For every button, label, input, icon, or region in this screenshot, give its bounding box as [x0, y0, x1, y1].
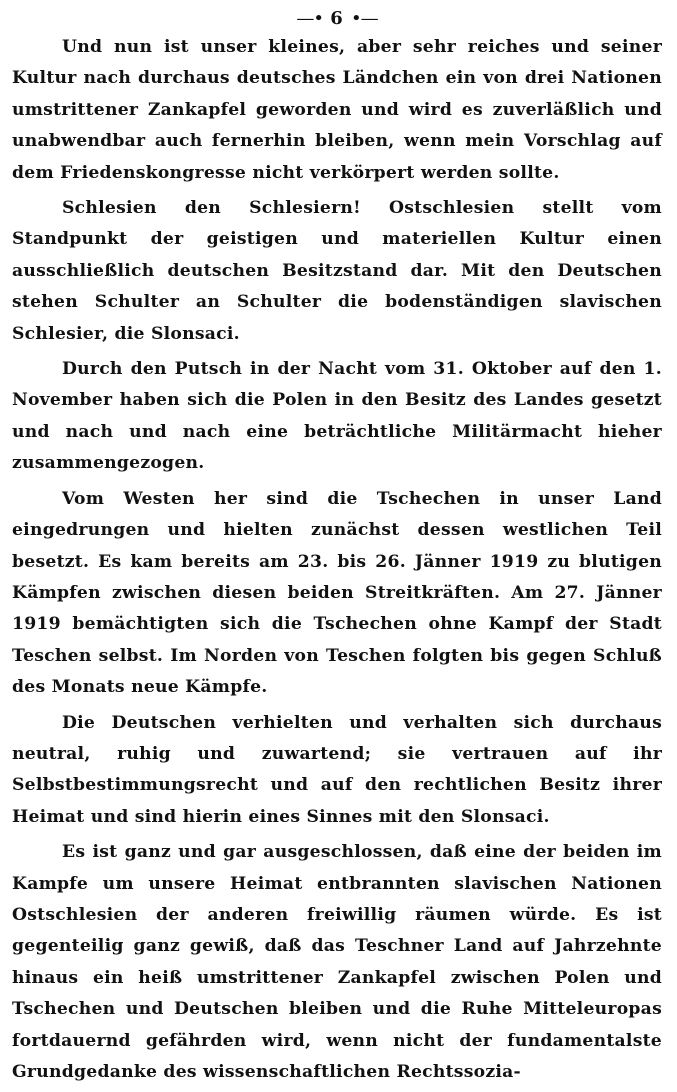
ornament-left: —•: [296, 8, 323, 29]
paragraph-6: Es ist ganz und gar ausgeschlossen, daß eine der beiden im Kampfe um unsere Heimat entbrannten slavischen Nationen Ostschlesien der anderen freiwillig räumen würde. Es ist gegenteilig ganz gewiß, daß das Teschner Land auf Jahrzehnte hinaus ein heiß umstrittener Zankapfel zwischen Polen und Tschechen und Deutschen bleiben und die Ruhe Mitteleuropas fortdauernd gefährden wird, wenn nicht der fundamentalste Grundgedanke des wissenschaftlichen Rechtssozia-: [12, 842, 662, 1082]
paragraph-2: Schlesien den Schlesiern! Ostschlesien stellt vom Standpunkt der geistigen und materiellen Kultur einen ausschließlich deutschen Besitzstand dar. Mit den Deutschen stehen Schulter an Schulter die bodenständigen slavischen Schlesier, die Slonsaci.: [12, 198, 662, 344]
page-header: [12, 6, 662, 32]
paragraph-5: Die Deutschen verhielten und verhalten sich durchaus neutral, ruhig und zuwartend; sie vertrauen auf ihr Selbstbestimmungsrecht und auf den rechtlichen Besitz ihrer Heimat und sind hierin eines Sinnes mit den Slonsaci.: [12, 712, 662, 827]
paragraph-3: Durch den Putsch in der Nacht vom 31. Oktober auf den 1. November haben sich die Polen in den Besitz des Landes gesetzt und nach und nach eine beträchtliche Militärmacht hieher zusammengezogen.: [12, 359, 662, 474]
paragraph-4: Vom Westen her sind die Tschechen in unser Land eingedrungen und hielten zunächst dessen westlichen Teil besetzt. Es kam bereits am 23. bis 26. Jänner 1919 zu blutigen Kämpfen zwischen diesen beiden Streitkräften. Am 27. Jänner 1919 bemächtigten sich die Tschechen ohne Kampf der Stadt Teschen selbst. Im Norden von Teschen folgten bis gegen Schluß des Monats neue Kämpfe.: [12, 488, 662, 698]
ornament-right: •—: [351, 8, 378, 29]
book-page: [12, 6, 662, 1092]
paragraph-1: Und nun ist unser kleines, aber sehr reiches und seiner Kultur nach durchaus deutsches Ländchen ein von drei Nationen umstrittener Zankapfel geworden und wird es zuverläßlich und unabwendbar auch fernerhin bleiben, wenn mein Vorschlag auf dem Friedenskongresse nicht verkörpert werden sollte.: [12, 37, 662, 183]
page-number: 6: [330, 8, 344, 29]
